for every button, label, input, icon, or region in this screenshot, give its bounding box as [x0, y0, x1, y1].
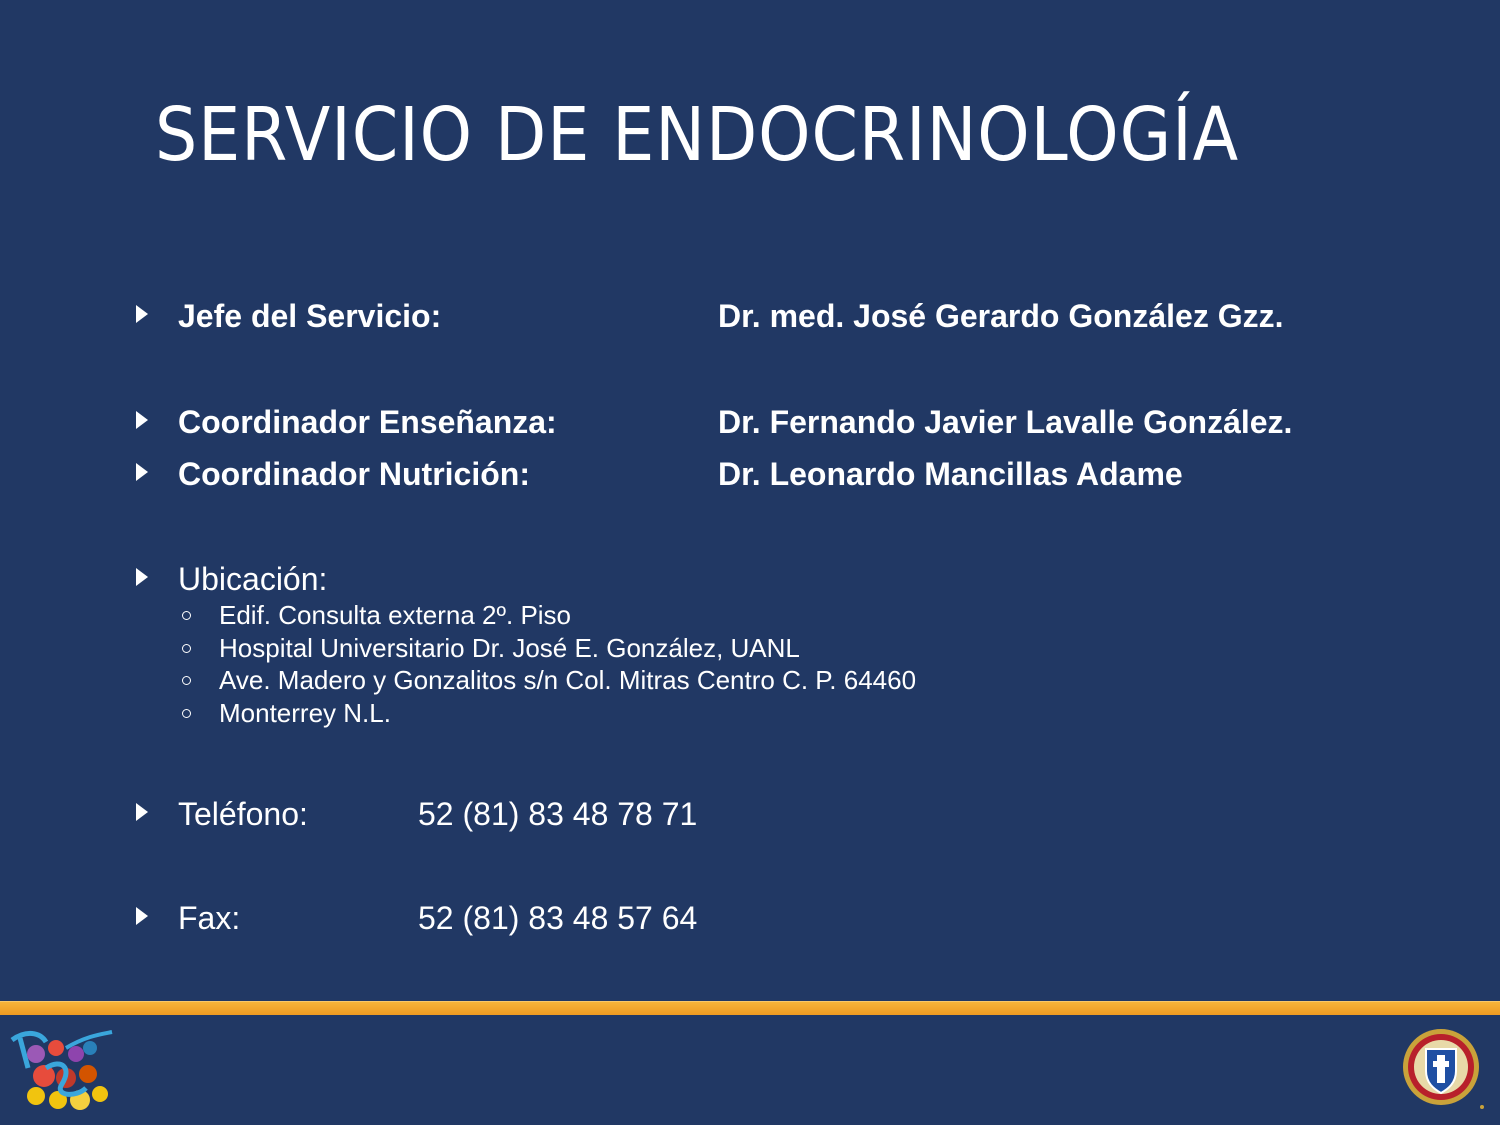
- bullet-ring-icon: [182, 611, 191, 620]
- contact-value: 52 (81) 83 48 57 64: [418, 900, 698, 936]
- staff-item-ensenanza: [136, 404, 1293, 441]
- location-line-text: Ave. Madero y Gonzalitos s/n Col. Mitras Centro C. P. 64460: [219, 665, 917, 695]
- location-line-text: Hospital Universitario Dr. José E. González, UANL: [219, 633, 800, 663]
- location-line-text: Edif. Consulta externa 2º. Piso: [219, 600, 572, 630]
- bullet-arrow-icon: [136, 305, 148, 323]
- footer-accent-bar: [0, 1001, 1500, 1015]
- page-title: SERVICIO DE ENDOCRINOLOGÍA: [155, 92, 1240, 178]
- location-line: [182, 665, 916, 696]
- staff-label: Jefe del Servicio:: [178, 298, 442, 334]
- bullet-ring-icon: [182, 644, 191, 653]
- staff-label: Coordinador Enseñanza:: [178, 404, 557, 440]
- bullet-arrow-icon: [136, 803, 148, 821]
- left-logo-icon: [6, 1028, 116, 1117]
- contact-label: Fax:: [178, 900, 241, 936]
- location-item: [136, 561, 327, 598]
- university-seal-icon: [1400, 1027, 1486, 1116]
- contact-label: Teléfono:: [178, 796, 308, 832]
- contact-item-fax: [136, 900, 698, 937]
- bullet-arrow-icon: [136, 411, 148, 429]
- staff-value: Dr. Fernando Javier Lavalle González.: [718, 404, 1293, 440]
- bullet-arrow-icon: [136, 568, 148, 586]
- location-line: [182, 698, 391, 729]
- location-label: Ubicación:: [178, 561, 328, 597]
- bullet-ring-icon: [182, 676, 191, 685]
- bullet-arrow-icon: [136, 907, 148, 925]
- staff-value: Dr. med. José Gerardo González Gzz.: [718, 298, 1284, 334]
- contact-item-phone: [136, 796, 698, 833]
- staff-label: Coordinador Nutrición:: [178, 456, 530, 492]
- staff-item-nutricion: [136, 456, 1183, 493]
- location-line: [182, 600, 571, 631]
- bullet-arrow-icon: [136, 463, 148, 481]
- staff-value: Dr. Leonardo Mancillas Adame: [718, 456, 1183, 492]
- bullet-ring-icon: [182, 709, 191, 718]
- location-line-text: Monterrey N.L.: [219, 698, 391, 728]
- location-line: [182, 633, 800, 664]
- staff-item-jefe: [136, 298, 1284, 335]
- contact-value: 52 (81) 83 48 78 71: [418, 796, 698, 832]
